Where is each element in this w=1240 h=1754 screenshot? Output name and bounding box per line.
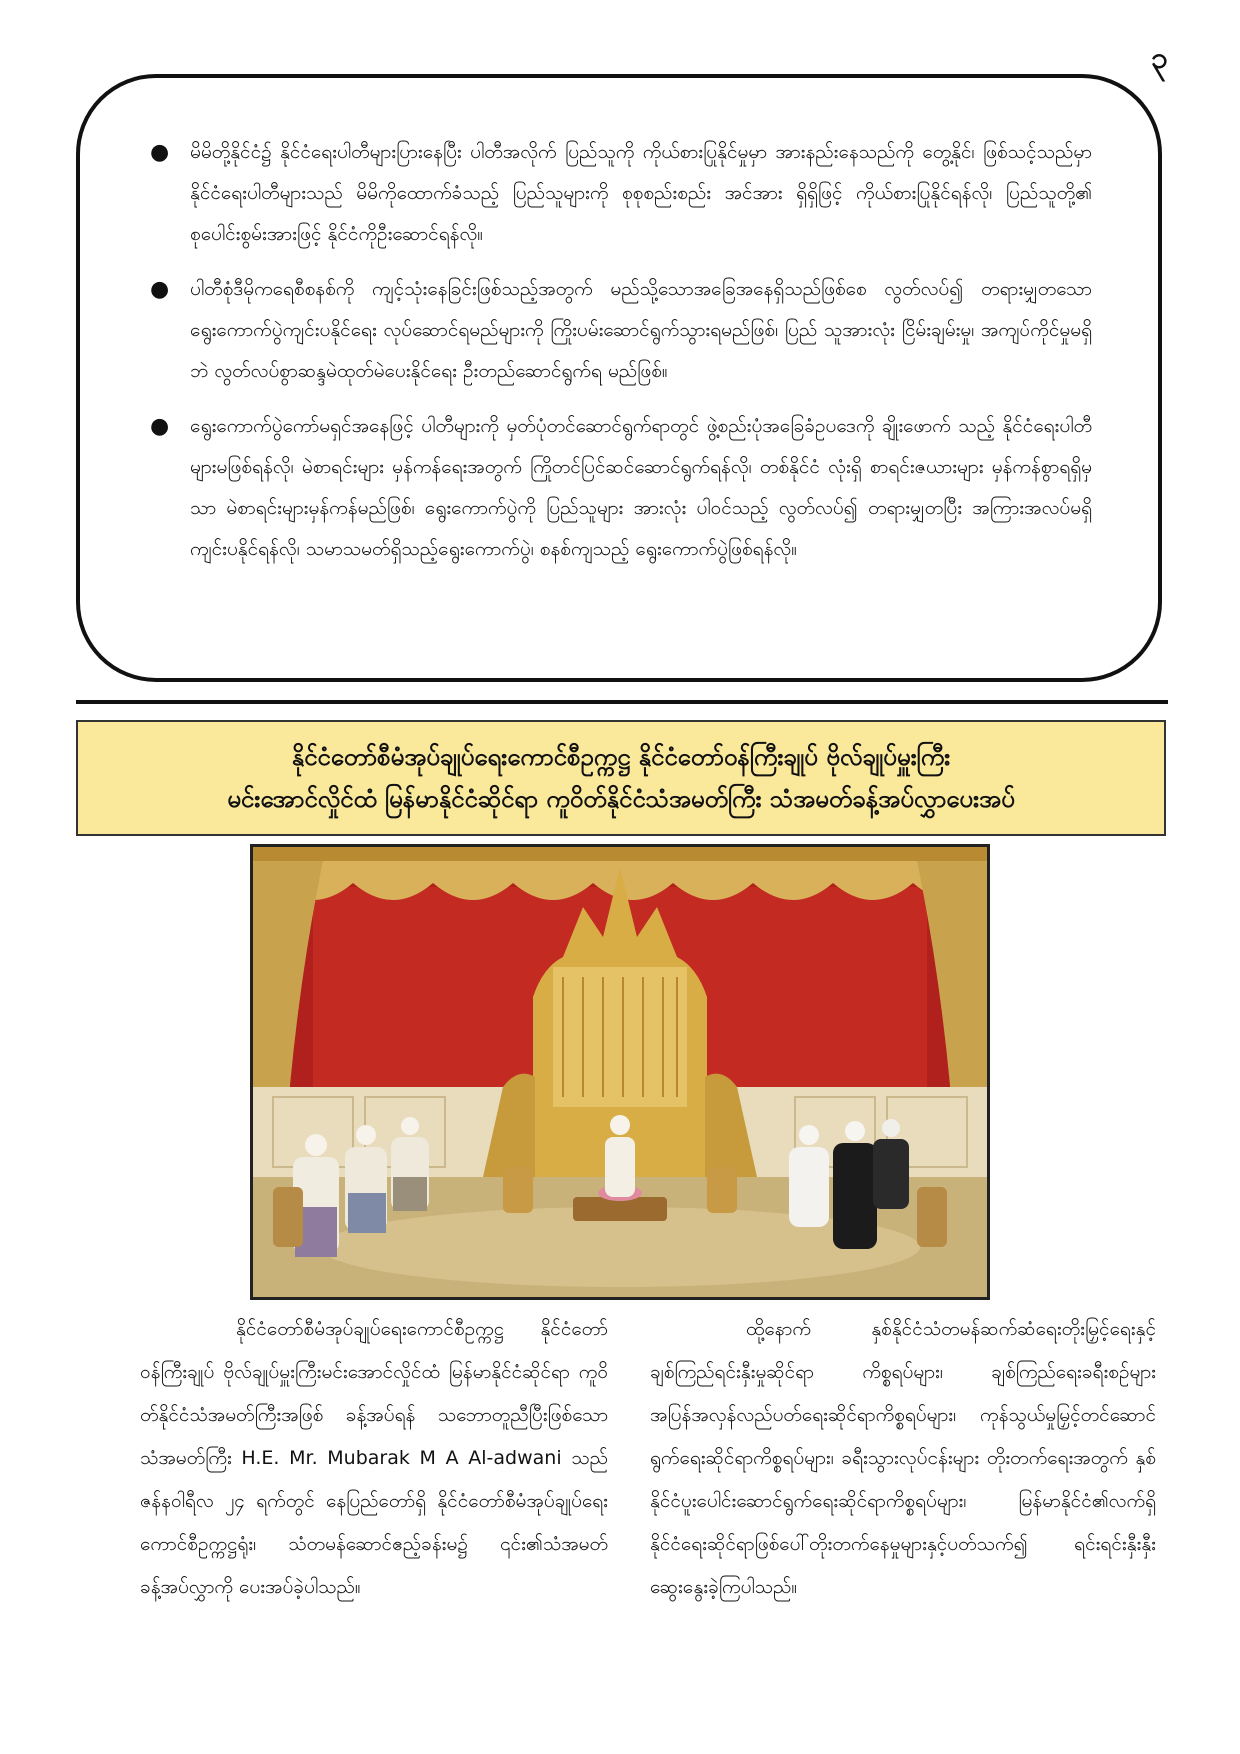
news-photo xyxy=(250,844,990,1300)
policy-list xyxy=(150,132,1092,570)
policy-item xyxy=(150,406,1092,570)
headline-line-2: မင်းအောင်လှိုင်ထံ မြန်မာနိုင်ငံဆိုင်ရာ ကူဝိတ်နိုင်ငံသံအမတ်ကြီး သံအမတ်ခန့်အပ်လွှာပေးအပ် xyxy=(227,785,1015,813)
section-divider xyxy=(76,700,1168,704)
article-right-column: ထို့နောက် နှစ်နိုင်ငံသံတမန်ဆက်ဆံရေးတိုးမြှင့်ရေးနှင့် ချစ်ကြည်ရင်းနှီးမှုဆိုင်ရာ ကိစ္စရပ်များ၊ ချစ်ကြည်ရေးခရီးစဉ်များ အပြန်အလှန်လည်ပတ်ရေးဆိုင်ရာကိစ္စရပ်များ၊ ကုန်သွယ်မှုမြှင့်တင်ဆောင်ရွက်ရေးဆိုင်ရာကိစ္စရပ်များ၊ ခရီးသွားလုပ်ငန်းများ တိုးတက်ရေးအတွက် နှစ်နိုင်ငံပူးပေါင်းဆောင်ရွက်ရေးဆိုင်ရာကိစ္စရပ်များ၊ မြန်မာနိုင်ငံ၏လက်ရှိနိုင်ငံရေးဆိုင်ရာဖြစ်ပေါ်တိုးတက်နေမှုများနှင့်ပတ်သက်၍ ရင်းရင်းနှီးနှီး ဆွေးနွေးခဲ့ကြပါသည်။ xyxy=(650,1318,1156,1598)
page-number: ၃ xyxy=(1151,41,1168,76)
policy-item xyxy=(150,269,1092,392)
bullet-icon: ● xyxy=(150,414,170,439)
headline-box xyxy=(76,720,1166,836)
policy-item-text: ရွေးကောက်ပွဲကော်မရှင်အနေဖြင့် ပါတီများကို မှတ်ပုံတင်ဆောင်ရွက်ရာတွင် ဖွဲ့စည်းပုံအခြေခံဥပဒေကို ချိုးဖောက် သည့် နိုင်ငံရေးပါတီများမဖြစ်ရန်လို၊ မဲစာရင်းများ မှန်ကန်ရေးအတွက် ကြိုတင်ပြင်ဆင်ဆောင်ရွက်ရန်လို၊ တစ်နိုင်ငံ လုံးရှိ စာရင်းဇယားများ မှန်ကန်စွာရရှိမှသာ မဲစာရင်းများမှန်ကန်မည်ဖြစ်၊ ရွေးကောက်ပွဲကို ပြည်သူများ အားလုံး ပါဝင်သည့် လွတ်လပ်၍ တရားမျှတပြီး အကြားအလပ်မရှိ ကျင်းပနိုင်ရန်လို၊ သမာသမတ်ရှိသည့်ရွေးကောက်ပွဲ၊ စနစ်ကျသည့် ရွေးကောက်ပွဲဖြစ်ရန်လို။ xyxy=(190,415,1092,560)
headline-line-1: နိုင်ငံတော်စီမံအုပ်ချုပ်ရေးကောင်စီဥက္ကဋ္ဌ နိုင်ငံတော်ဝန်ကြီးချုပ် ဗိုလ်ချုပ်မှူးကြီး xyxy=(291,743,951,771)
policy-item-text: မိမိတို့နိုင်ငံ၌ နိုင်ငံရေးပါတီများပြားနေပြီး ပါတီအလိုက် ပြည်သူကို ကိုယ်စားပြုနိုင်မှုမှာ အားနည်းနေသည်ကို တွေ့နိုင်၊ ဖြစ်သင့်သည်မှာ နိုင်ငံရေးပါတီများသည် မိမိကိုထောက်ခံသည့် ပြည်သူများကို စုစုစည်းစည်း အင်အား ရှိရှိဖြင့် ကိုယ်စားပြုနိုင်ရန်လို၊ ပြည်သူတို့၏ စုပေါင်းစွမ်းအားဖြင့် နိုင်ငံကိုဦးဆောင်ရန်လို။ xyxy=(190,141,1092,245)
policy-item xyxy=(150,132,1092,255)
policy-item-text: ပါတီစုံဒီမိုကရေစီစနစ်ကို ကျင့်သုံးနေခြင်းဖြစ်သည့်အတွက် မည်သို့သောအခြေအနေရှိသည်ဖြစ်စေ လွတ်လပ်၍ တရားမျှတသော ရွေးကောက်ပွဲကျင်းပနိုင်ရေး လုပ်ဆောင်ရမည်များကို ကြိုးပမ်းဆောင်ရွက်သွားရမည်ဖြစ်၊ ပြည် သူအားလုံး ငြိမ်းချမ်းမှု၊ အကျပ်ကိုင်မှုမရှိဘဲ လွတ်လပ်စွာဆန္ဒမဲထုတ်မဲပေးနိုင်ရေး ဦးတည်ဆောင်ရွက်ရ မည်ဖြစ်။ xyxy=(190,278,1092,382)
policy-box xyxy=(76,74,1162,682)
bullet-icon: ● xyxy=(150,140,170,165)
bullet-icon: ● xyxy=(150,277,170,302)
article-left-column: နိုင်ငံတော်စီမံအုပ်ချုပ်ရေးကောင်စီဥက္ကဋ္ဌ နိုင်ငံတော်ဝန်ကြီးချုပ် ဗိုလ်ချုပ်မှူးကြီးမင်းအောင်လှိုင်ထံ မြန်မာနိုင်ငံဆိုင်ရာ ကူဝိတ်နိုင်ငံသံအမတ်ကြီးအဖြစ် ခန့်အပ်ရန် သဘောတူညီပြီးဖြစ်သော သံအမတ်ကြီး H.E. Mr. Mubarak M A Al-adwani သည် ဇန်နဝါရီလ ၂၄ ရက်တွင် နေပြည်တော်ရှိ နိုင်ငံတော်စီမံအုပ်ချုပ်ရေးကောင်စီဥက္ကဋ္ဌရုံး၊ သံတမန်ဆောင်ဧည့်ခန်းမ၌ ၎င်း၏သံအမတ်ခန့်အပ်လွှာကို ပေးအပ်ခဲ့ပါသည်။ xyxy=(140,1318,608,1598)
